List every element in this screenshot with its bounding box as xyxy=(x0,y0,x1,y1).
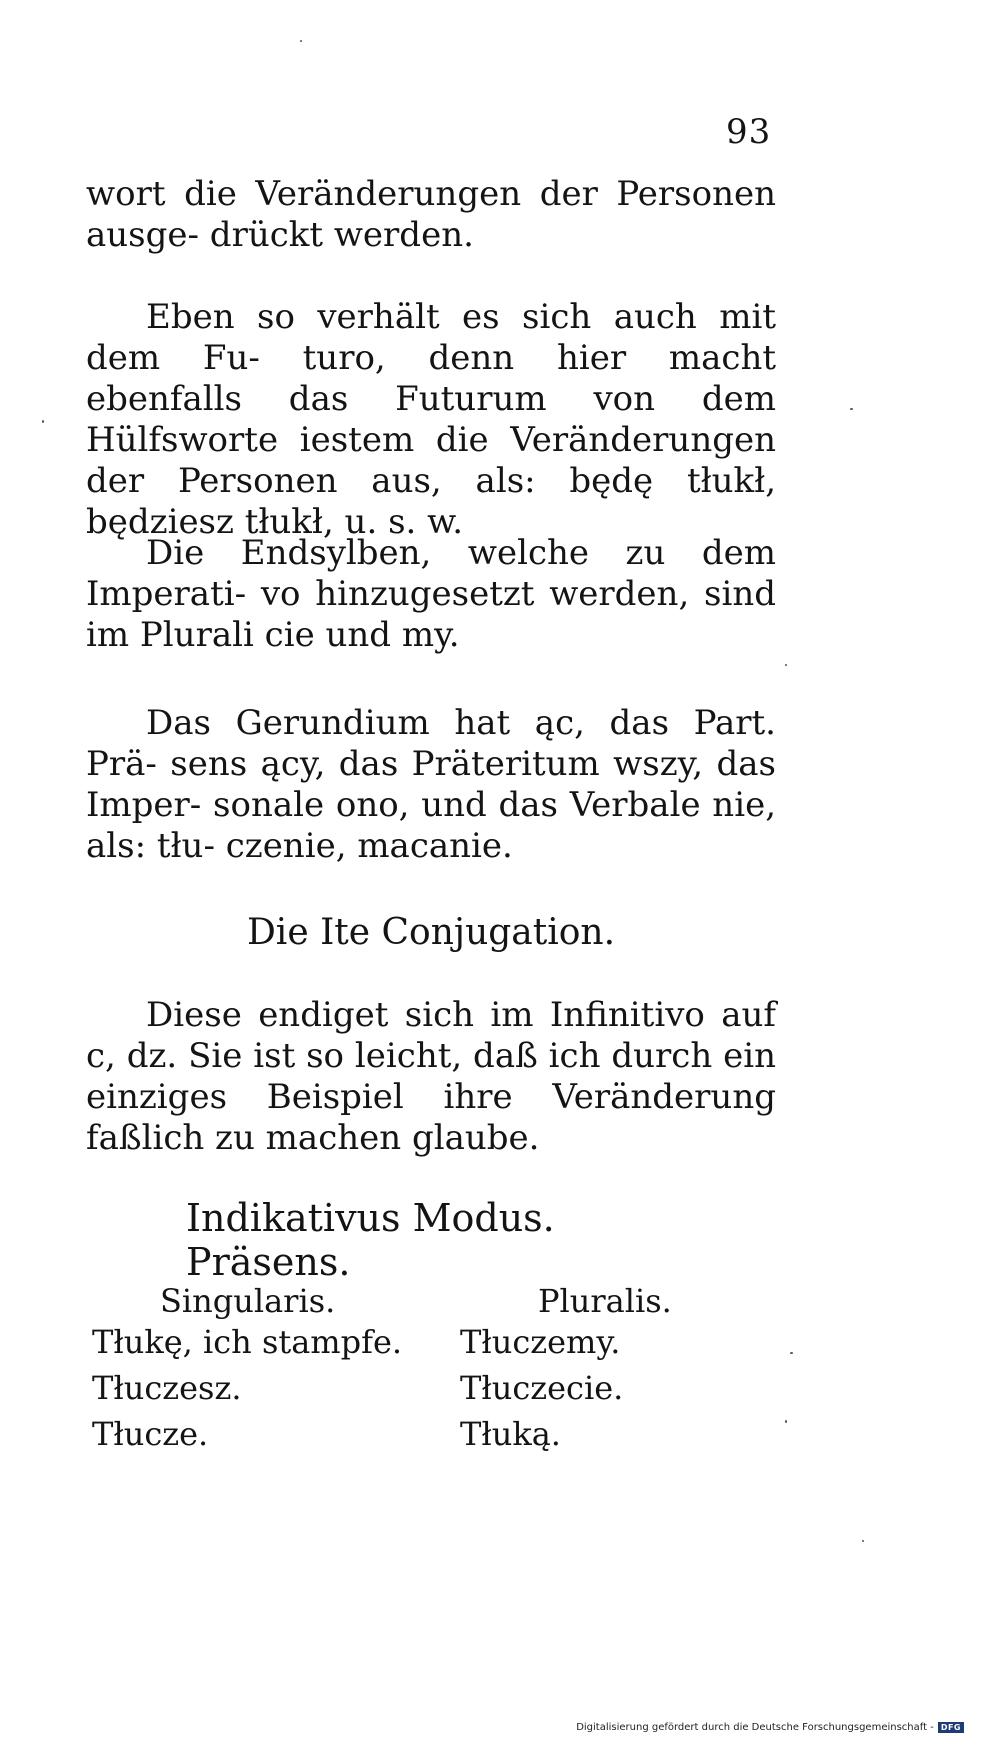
scan-speck xyxy=(850,408,853,410)
scan-speck xyxy=(42,420,44,423)
conjugation-row xyxy=(92,1368,742,1408)
plural-form: Tłuczemy. xyxy=(460,1323,621,1361)
credit-text: Digitalisierung gefördert durch die Deutsche Forschungsgemeinschaft - xyxy=(576,1722,934,1733)
conjugation-row xyxy=(92,1322,742,1362)
page-number: 93 xyxy=(726,112,772,152)
singular-column-heading: Singularis. xyxy=(160,1282,336,1320)
section-heading: Die Ite Conjugation. xyxy=(246,912,616,953)
mood-label: Indikativus Modus. xyxy=(186,1196,555,1240)
plural-column-heading: Pluralis. xyxy=(538,1282,672,1320)
conjugation-row xyxy=(92,1414,742,1454)
plural-form: Tłuką. xyxy=(460,1415,561,1453)
plural-form: Tłuczecie. xyxy=(460,1369,624,1407)
paragraph-4: Das Gerundium hat ąc, das Part. Prä- sens ący, das Präteritum wszy, das Imper- sonale ono, und das Verbale nie, als: tłu- czenie, macanie. xyxy=(86,703,776,866)
scan-speck xyxy=(790,1352,793,1354)
singular-form: Tłucze. xyxy=(92,1415,209,1453)
mood-heading xyxy=(186,1196,726,1284)
paragraph-1: wort die Veränderungen der Personen ausge- drückt werden. xyxy=(86,174,776,255)
paragraph-5: Diese endiget sich im Infinitivo auf c, dz. Sie ist so leicht, daß ich durch ein einziges Beispiel ihre Veränderung faßlich zu machen glaube. xyxy=(86,995,776,1158)
scan-speck xyxy=(300,40,302,42)
digitization-credit xyxy=(576,1722,964,1733)
singular-form: Tłuczesz. xyxy=(92,1369,242,1407)
scan-speck xyxy=(862,1540,864,1542)
scan-speck xyxy=(785,664,787,666)
scan-speck xyxy=(785,1420,787,1423)
singular-form: Tłukę, ich stampfe. xyxy=(92,1323,403,1361)
tense-label: Präsens. xyxy=(186,1240,351,1284)
paragraph-3: Die Endsylben, welche zu dem Imperati- vo hinzugesetzt werden, sind im Plurali cie und my. xyxy=(86,533,776,655)
paragraph-2: Eben so verhält es sich auch mit dem Fu- turo, denn hier macht ebenfalls das Futurum von dem Hülfsworte iestem die Veränderungen der Personen aus, als: będę tłukł, będziesz tłukł, u. s. w. xyxy=(86,297,776,542)
dfg-logo: DFG xyxy=(938,1722,964,1733)
